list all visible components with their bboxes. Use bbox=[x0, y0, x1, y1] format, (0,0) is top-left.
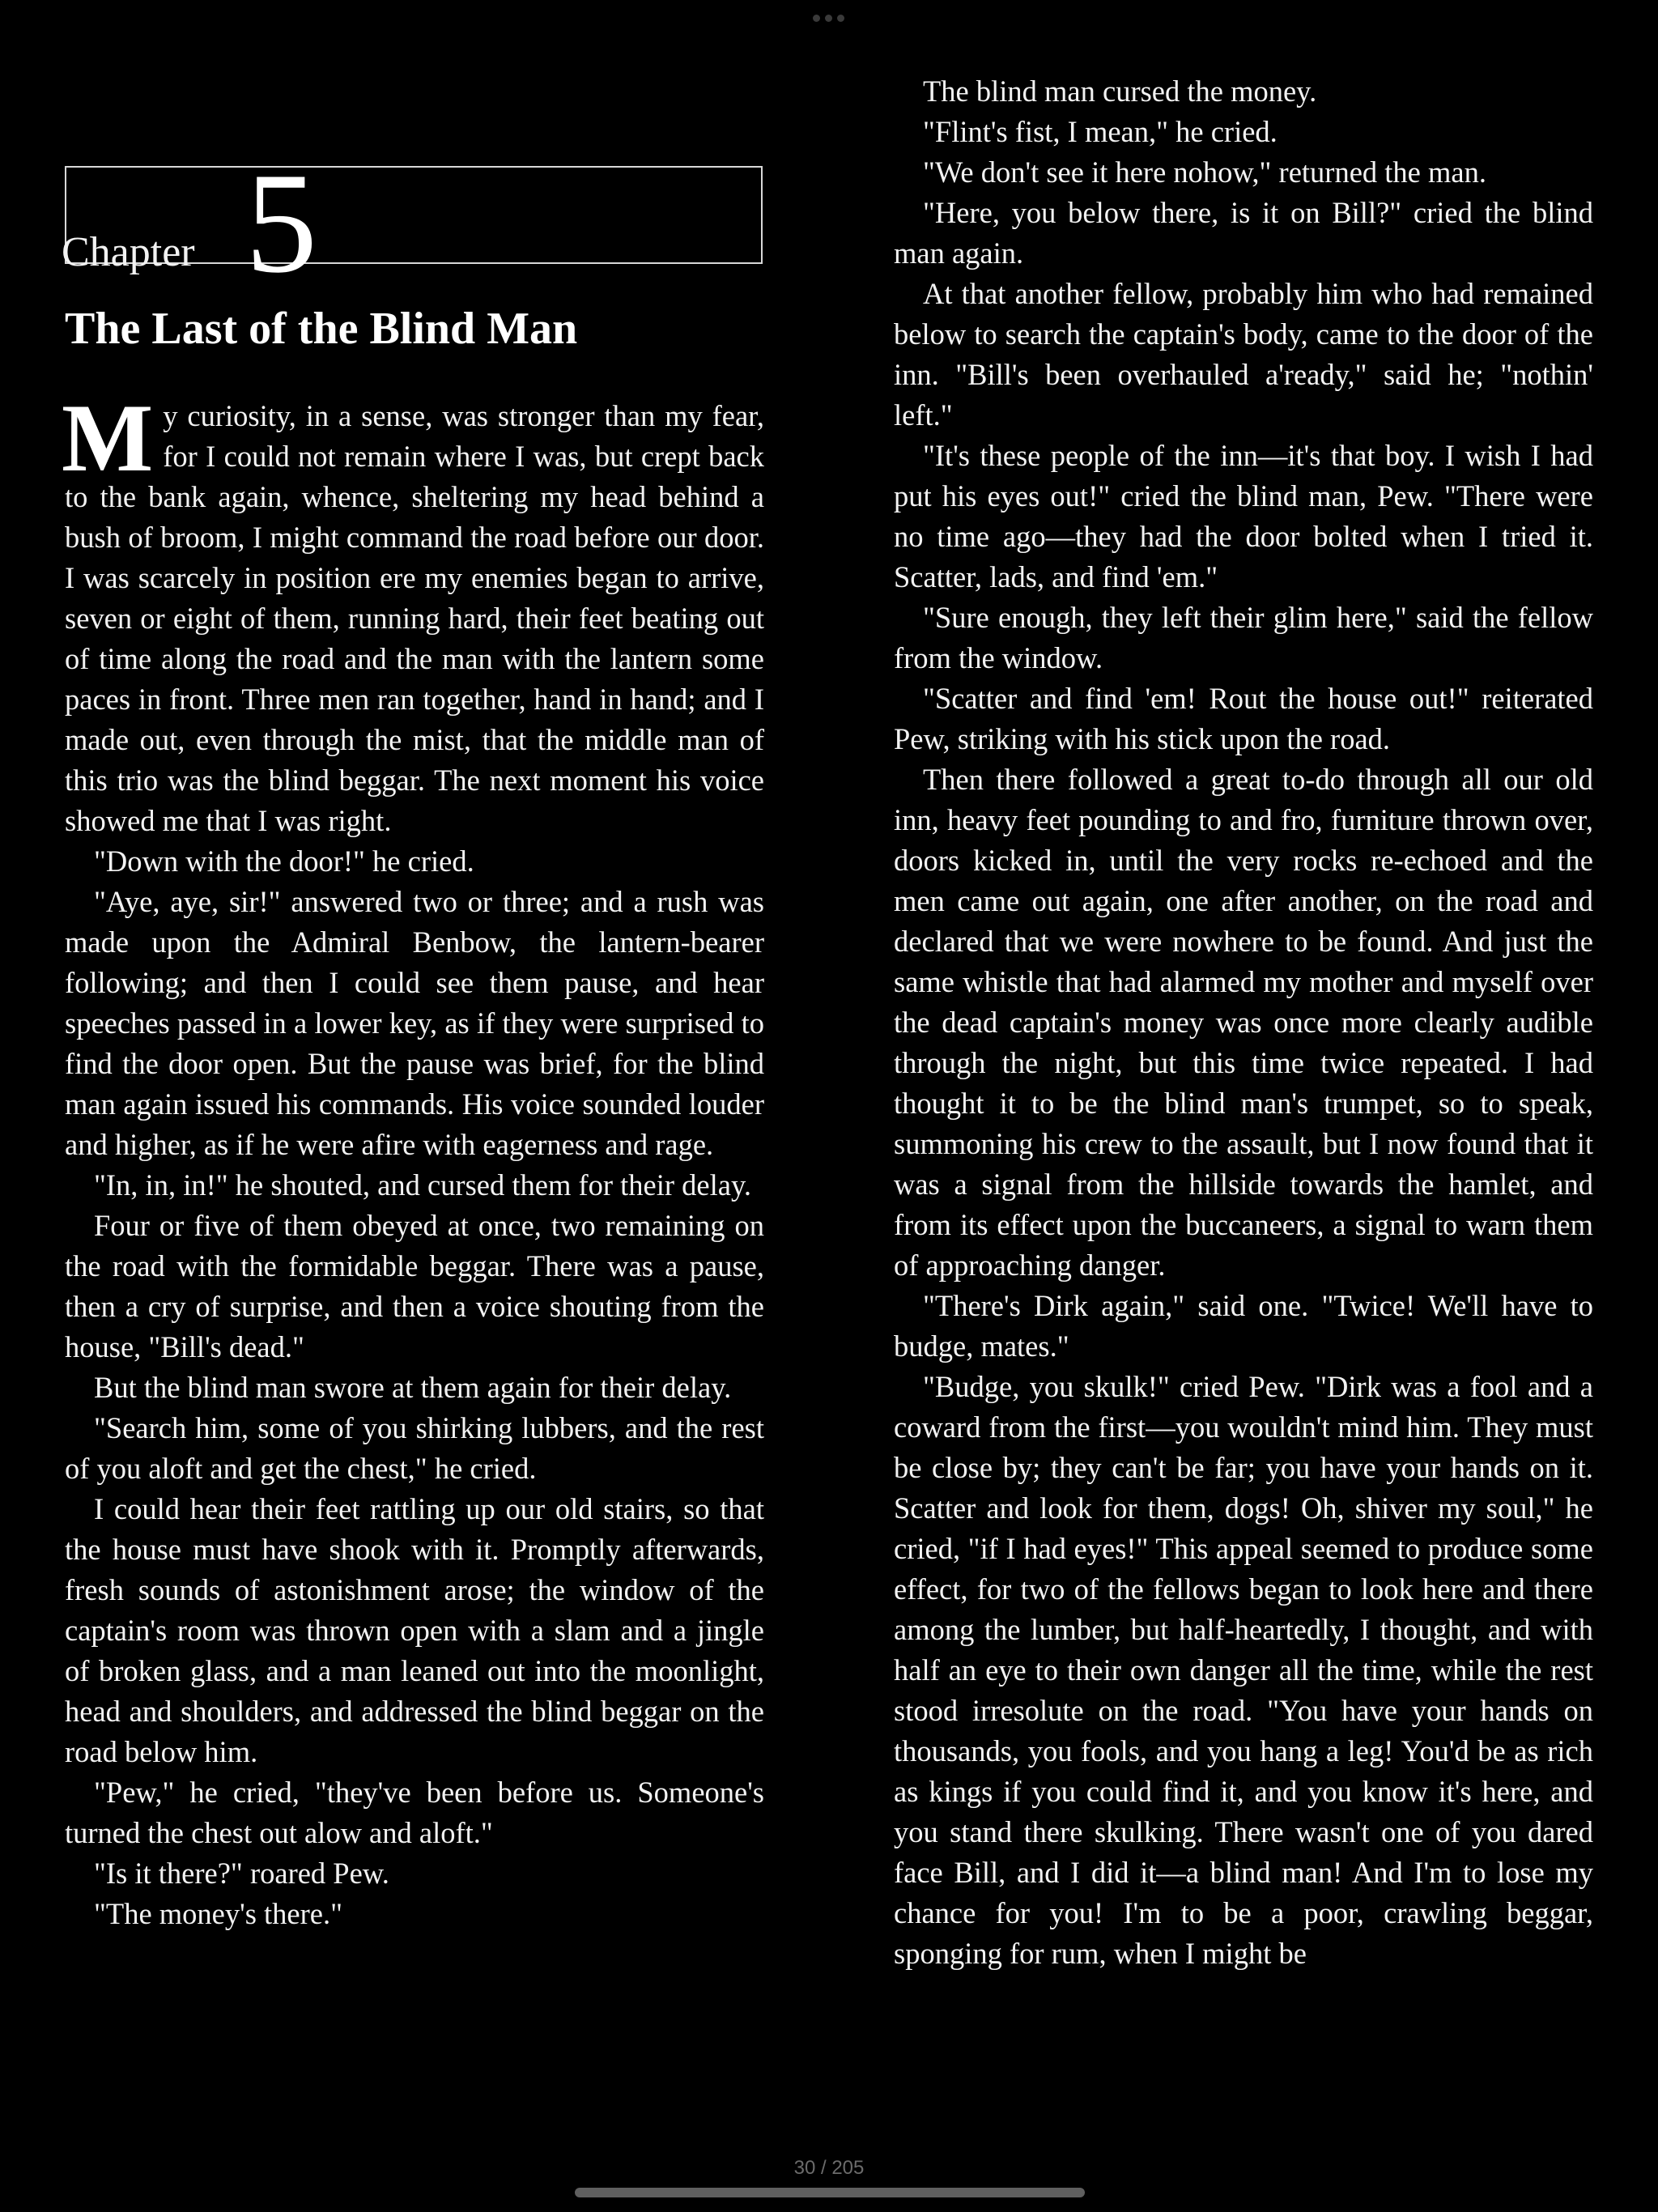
left-page-text[interactable] bbox=[62, 384, 764, 1934]
paragraph: "In, in, in!" he shouted, and cursed them for their delay. bbox=[94, 1168, 751, 1202]
home-indicator-bar[interactable] bbox=[575, 2188, 1085, 2197]
paragraph: "Pew," he cried, "they've been before us. Someone's turned the chest out alow and aloft." bbox=[65, 1776, 764, 1849]
paragraph: "Sure enough, they left their glim here," said the fellow from the window. bbox=[894, 601, 1593, 674]
paragraph: "Is it there?" roared Pew. bbox=[94, 1857, 389, 1890]
dot-icon bbox=[837, 15, 844, 22]
paragraph: "There's Dirk again," said one. "Twice! We'll have to budge, mates." bbox=[894, 1289, 1593, 1363]
paragraph: "Scatter and find 'em! Rout the house out!" reiterated Pew, striking with his stick upon the road. bbox=[894, 682, 1593, 755]
paragraph: I could hear their feet rattling up our old stairs, so that the house must have shook with it. Promptly afterwards, fresh sounds of astonishment arose; the window of the captain's room was thrown open with a slam and a jingle of broken glass, and a man leaned out into the moonlight, head and shoulders, and addressed the blind beggar on the road below him. bbox=[65, 1492, 764, 1768]
paragraph: But the blind man swore at them again for their delay. bbox=[94, 1371, 732, 1404]
paragraph: "Flint's fist, I mean," he cried. bbox=[923, 115, 1278, 148]
right-page-text[interactable] bbox=[894, 71, 1593, 1974]
paragraph: "The money's there." bbox=[94, 1897, 342, 1930]
paragraph: "Down with the door!" he cried. bbox=[94, 844, 474, 878]
paragraph: At that another fellow, probably him who had remained below to search the captain's body, came to the door of the inn. "Bill's been overhauled a'ready," said he; "nothin' left." bbox=[894, 277, 1593, 432]
paragraph: Then there followed a great to-do through all our old inn, heavy feet pounding to and fro, furniture thrown over, doors kicked in, until the very rocks re-echoed and the men came out again, one after another, on the road and declared that we were nowhere to be found. And just the same whistle that had alarmed my mother and myself over the dead captain's money was once more clearly audible through the night, but this time twice repeated. I had thought it to be the blind man's trumpet, so to speak, summoning his crew to the assault, but I now found that it was a signal from the hillside towards the hamlet, and from its effect upon the buccaneers, a signal to warn them of approaching danger. bbox=[894, 763, 1593, 1282]
chapter-title: The Last of the Blind Man bbox=[65, 304, 578, 354]
paragraph bbox=[62, 384, 764, 841]
drop-cap: M bbox=[62, 384, 154, 491]
paragraph: "Here, you below there, is it on Bill?" cried the blind man again. bbox=[894, 196, 1593, 270]
paragraph: The blind man cursed the money. bbox=[923, 74, 1317, 108]
chapter-number: 5 bbox=[245, 143, 317, 303]
dot-icon bbox=[813, 15, 820, 22]
chapter-label: Chapter bbox=[62, 229, 195, 275]
paragraph: "Budge, you skulk!" cried Pew. "Dirk was a fool and a coward from the first—you wouldn't mind him. They must be close by; they can't be far; you have your hands on it. Scatter and look for them, dogs! Oh, shiver my soul," he cried, "if I had eyes!" This appeal seemed to produce some effect, for two of the fellows began to look here and there among the lumber, but half-heartedly, I thought, and with half an eye to their own danger all the time, while the rest stood irresolute on the road. "You have your hands on thousands, you fools, and you hang a leg! You'd be as rich as kings if you could find it, and you know it's here, and you stand there skulking. There wasn't one of you dared face Bill, and I did it—a blind man! And I'm to lose my chance for you! I'm to be a poor, crawling beggar, sponging for rum, when I might be bbox=[894, 1370, 1593, 1970]
paragraph: "We don't see it here nohow," returned the man. bbox=[923, 155, 1486, 189]
dot-icon bbox=[825, 15, 832, 22]
reader-menu-dots[interactable] bbox=[813, 15, 844, 22]
paragraph: "It's these people of the inn—it's that boy. I wish I had put his eyes out!" cried the blind man, Pew. "There were no time ago—they had the door bolted when I tried it. Scatter, lads, and find 'em." bbox=[894, 439, 1593, 593]
paragraph: "Aye, aye, sir!" answered two or three; and a rush was made upon the Admiral Benbow, the lantern-bearer following; and then I could see them pause, and hear speeches passed in a lower key, as if they were surprised to find the door open. But the pause was brief, for the blind man again issued his commands. His voice sounded louder and higher, as if he were afire with eagerness and rage. bbox=[65, 885, 764, 1161]
paragraph-text: y curiosity, in a sense, was stronger than my fear, for I could not remain where I was, but crept back to the bank again, whence, sheltering my head behind a bush of broom, I might command the road before our door. I was scarcely in position ere my enemies began to arrive, seven or eight of them, running hard, their feet beating out of time along the road and the man with the lantern some paces in front. Three men ran together, hand in hand; and I made out, even through the mist, that the middle man of this trio was the blind beggar. The next moment his voice showed me that I was right. bbox=[65, 399, 764, 837]
paragraph: "Search him, some of you shirking lubbers, and the rest of you aloft and get the chest," he cried. bbox=[65, 1411, 764, 1485]
paragraph: Four or five of them obeyed at once, two remaining on the road with the formidable beggar. There was a pause, then a cry of surprise, and then a voice shouting from the house, "Bill's dead." bbox=[65, 1209, 764, 1363]
page-indicator: 30 / 205 bbox=[793, 2157, 865, 2179]
